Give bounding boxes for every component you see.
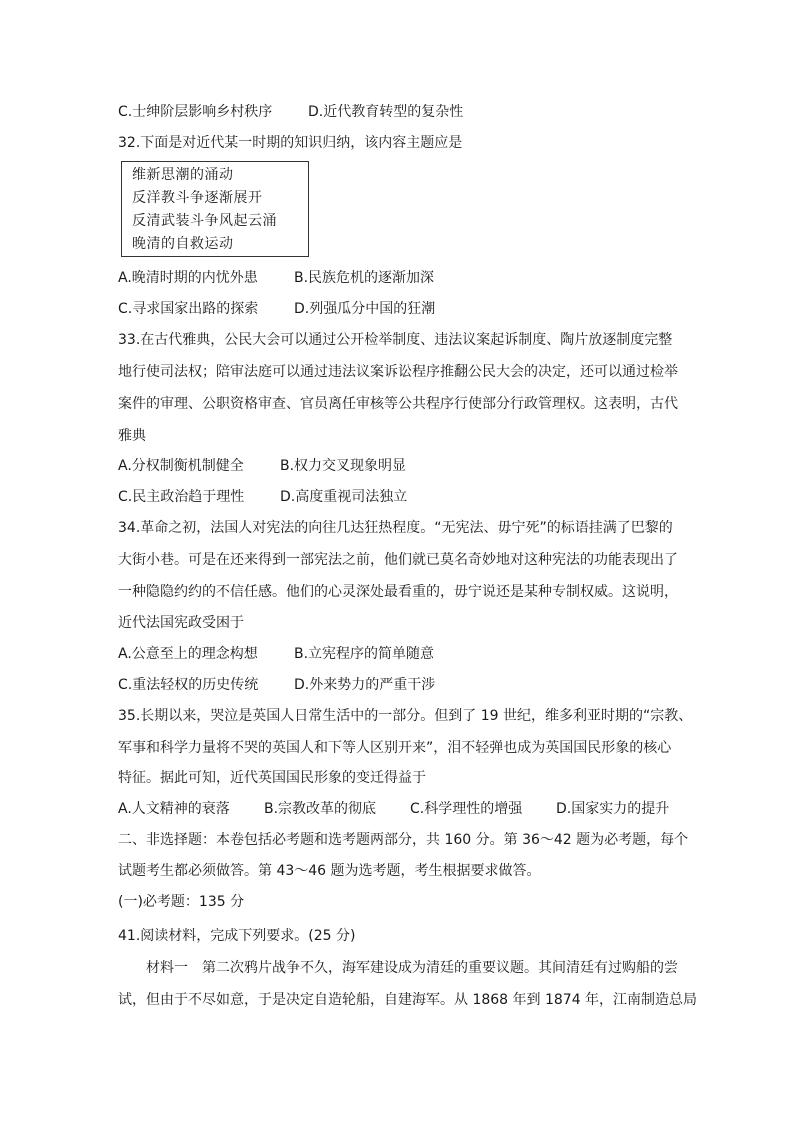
option-d: D.外来势力的严重干涉: [294, 677, 436, 693]
box-line: 反清武装斗争风起云涌: [132, 213, 277, 229]
option-c: C.科学理性的增强: [410, 801, 523, 817]
box-line: 维新思潮的涌动: [132, 167, 234, 183]
knowledge-summary-box: [121, 161, 309, 257]
q33-stem-line: 雅典: [118, 428, 146, 444]
q32-stem: 32.下面是对近代某一时期的知识归纳，该内容主题应是: [118, 135, 463, 151]
option-c: C.重法轻权的历史传统: [118, 677, 259, 693]
option-a: A.分权制衡机制健全: [118, 458, 244, 474]
q35-stem-line: 35.长期以来，哭泣是英国人日常生活中的一部分。但到了 19 世纪，维多利亚时期的“宗教、: [118, 708, 693, 724]
option-c: C.民主政治趋于理性: [118, 489, 245, 505]
q33-stem-line: 案件的审理、公职资格审查、官员离任审核等公共程序行使部分行政管理权。这表明，古代: [118, 396, 678, 412]
option-a: A.人文精神的衰落: [118, 801, 230, 817]
q34-options-ab: [118, 644, 434, 664]
option-b: B.民族危机的逐渐加深: [294, 270, 435, 286]
q33-stem-line: 地行使司法权；陪审法庭可以通过违法议案诉讼程序推翻公民大会的决定，还可以通过检举: [118, 364, 678, 380]
q32-options-ab: [118, 268, 434, 288]
required-heading: (一)必考题：135 分: [118, 894, 245, 910]
q41-stem: 41.阅读材料，完成下列要求。(25 分): [118, 928, 356, 944]
q32-options-cd: [118, 299, 435, 319]
material-line: 试，但由于不尽如意，于是决定自造轮船，自建海军。从 1868 年到 1874 年，江南制造总局: [118, 992, 698, 1008]
q34-stem-line: 近代法国宪政受困于: [118, 615, 244, 631]
option-a: A.晚清时期的内忧外患: [118, 270, 258, 286]
option-d: D.高度重视司法独立: [280, 489, 408, 505]
q35-options: [118, 799, 669, 819]
q34-stem-line: 34.革命之初，法国人对宪法的向往几达狂热程度。“无宪法、毋宁死”的标语挂满了巴黎的: [118, 520, 673, 536]
option-a: A.公意至上的理念构想: [118, 646, 258, 662]
option-b: B.权力交叉现象明显: [280, 458, 407, 474]
option-c: C.寻求国家出路的探索: [118, 301, 259, 317]
q33-options-ab: [118, 456, 406, 476]
section-heading: 二、非选择题：本卷包括必考题和选考题两部分，共 160 分。第 36～42 题为必考题，每个: [118, 832, 689, 848]
q34-options-cd: [118, 675, 435, 695]
option-b: B.宗教改革的彻底: [264, 801, 377, 817]
option-c: C.士绅阶层影响乡村秩序: [118, 104, 273, 120]
material-line: 材料一 第二次鸦片战争不久，海军建设成为清廷的重要议题。其间清廷有过购船的尝: [146, 960, 678, 976]
q34-stem-line: 大街小巷。可是在还来得到一部宪法之前，他们就已莫名奇妙地对这种宪法的功能表现出了: [118, 552, 678, 568]
q35-stem-line: 特征。据此可知，近代英国国民形象的变迁得益于: [118, 770, 426, 786]
q31-options-cd: [118, 102, 463, 122]
q33-options-cd: [118, 487, 407, 507]
option-d: D.近代教育转型的复杂性: [308, 104, 464, 120]
q33-stem-line: 33.在古代雅典，公民大会可以通过公开检举制度、违法议案起诉制度、陶片放逐制度完整: [118, 332, 673, 348]
option-b: B.立宪程序的简单随意: [294, 646, 435, 662]
box-line: 晚清的自救运动: [132, 236, 234, 252]
box-line: 反洋教斗争逐渐展开: [132, 190, 263, 206]
q34-stem-line: 一种隐隐约约的不信任感。他们的心灵深处最看重的，毋宁说还是某种专制权威。这说明，: [118, 584, 678, 600]
section-heading-cont: 试题考生都必须做答。第 43～46 题为选考题，考生根据要求做答。: [118, 863, 541, 879]
option-d: D.国家实力的提升: [556, 801, 670, 817]
option-d: D.列强瓜分中国的狂潮: [294, 301, 436, 317]
q35-stem-line: 军事和科学力量将不哭的英国人和下等人区别开来”，泪不轻弹也成为英国国民形象的核心: [118, 740, 672, 756]
